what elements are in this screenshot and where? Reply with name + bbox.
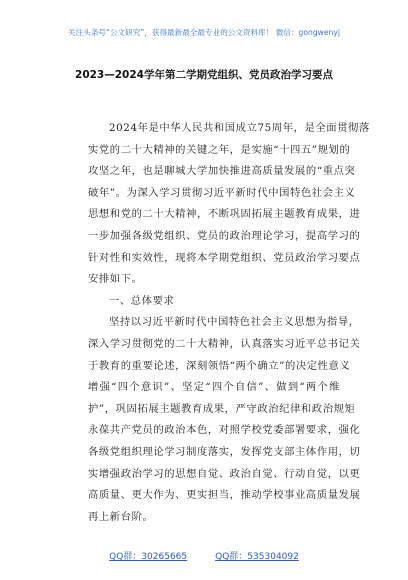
paragraph-1-line: 破年”。为深入学习贯彻习近平新时代中国特色社会主义	[88, 186, 356, 199]
paragraph-1-line: 一步加强各级党组织、党员的政治理论学习，提高学习的	[88, 229, 361, 242]
paragraph-2-line: 实增强政治学习的思想自觉、政治自觉、行动自觉，以更	[88, 467, 361, 480]
paragraph-1-line: 安排如下。	[88, 273, 143, 286]
paragraph-2-line: 于教育的重要论述，深刻领悟“两个确立”的决定性意义	[88, 359, 351, 372]
paragraph-2-line: 永葆共产党员的政治本色，对照学校党委部署要求，强化	[88, 424, 361, 437]
document-title: 2023—2024学年第二学期党组织、党员政治学习要点	[75, 69, 333, 81]
paragraph-1-line: 针对性和实效性，现将本学期党组织、党员政治学习要点	[88, 251, 361, 264]
footer-contact	[0, 549, 408, 562]
qq-group-link-1[interactable]: QQ群：30265665	[109, 552, 188, 562]
qq-group-link-2[interactable]: QQ群：535304092	[215, 552, 299, 562]
paragraph-1-line: 2024年是中华人民共和国成立75周年，是全面贯彻落	[109, 122, 370, 134]
paragraph-2-line: 增强“四个意识”、坚定“四个自信”、做到“两个维	[88, 381, 340, 394]
section-heading-general-requirements: 一、总体要求	[109, 294, 175, 307]
paragraph-1-line: 实党的二十大精神的关键之年，是实施“十四五”规划的	[88, 143, 351, 156]
paragraph-2-line: 坚持以习近平新时代中国特色社会主义思想为指导，	[109, 316, 360, 329]
paragraph-2-line: 各级党组织理论学习制度落实，发挥党支部主体作用，切	[88, 445, 361, 458]
paragraph-1-line: 思想和党的二十大精神，不断巩固拓展主题教育成果，进	[88, 208, 361, 221]
paragraph-2-line: 护”，巩固拓展主题教育成果，严守政治纪律和政治规矩	[88, 402, 356, 415]
paragraph-1-line: 攻坚之年，也是聊城大学加快推进高质量发展的“重点突	[88, 165, 356, 178]
paragraph-2-line: 再上新台阶。	[88, 510, 154, 523]
header-promo-note: 关注头条号“公文研究”，获得最新最全最专业的公文资料库！ 微信：gongwenyj	[68, 28, 340, 37]
paragraph-2-line: 深入学习贯彻党的二十大精神，认真落实习近平总书记关	[88, 337, 361, 350]
paragraph-2-line: 高质量、更大作为、更实担当，推动学校事业高质量发展	[88, 489, 361, 502]
document-body	[88, 118, 370, 528]
